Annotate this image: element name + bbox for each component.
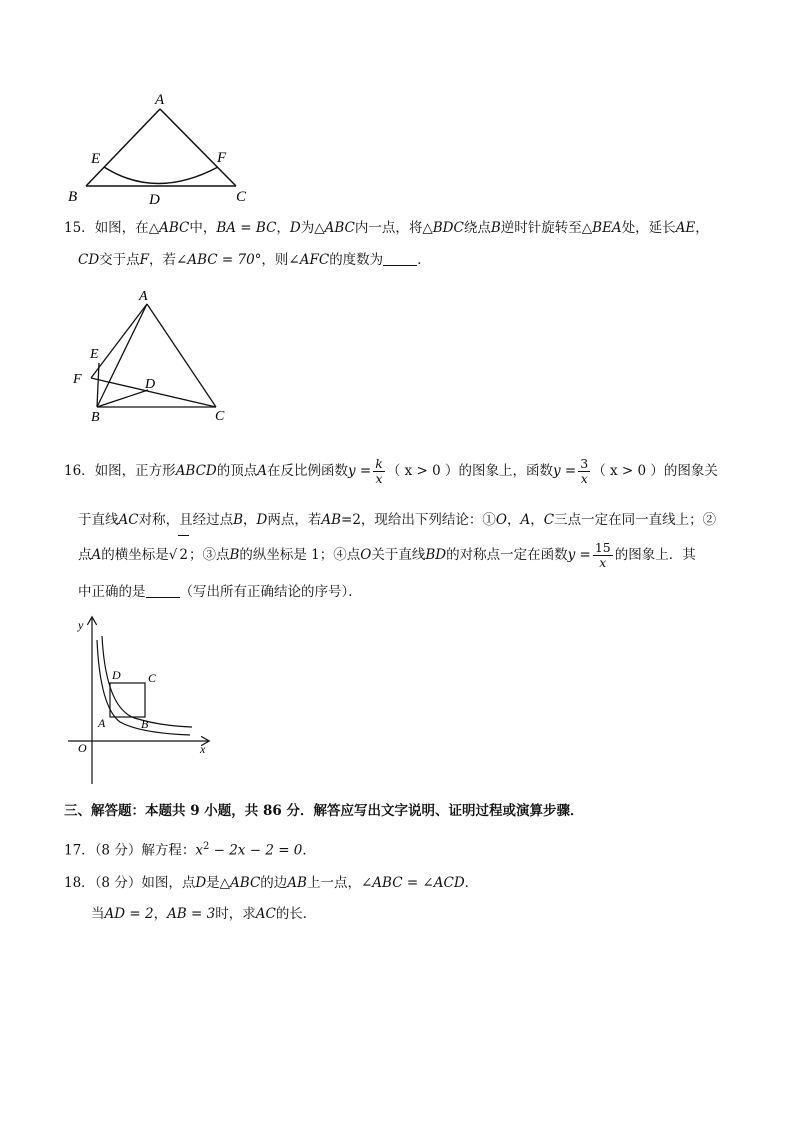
label-C: C [148, 671, 157, 685]
q17-line: 17．（8 分）解方程：$x^2 - 2x - 2 = 0$． [64, 841, 316, 859]
q18-line2: 当AD = 2，AB = 3时，求AC的长． [91, 906, 317, 922]
answer-blank-q15[interactable] [383, 251, 417, 266]
label-D: D [149, 192, 160, 208]
label-C: C [215, 409, 225, 424]
label-y: y [78, 618, 84, 632]
label-F: F [73, 372, 82, 387]
q16-line2: 于直线AC对称，且经过点B，D两点，若AB=2，现给出下列结论：①O，A，C三点一定在同一直线上；② [78, 512, 717, 528]
fraction-15-over-x: $\frac{15}{x}$ [594, 540, 611, 570]
fraction-3-over-x: $\frac{3}{x}$ [580, 456, 589, 486]
q16-line3: 点A的横坐标是√ 2；③点B的纵坐标是 1；④点O关于直线BD的对称点一定在函数y = $\frac{15}{x}$ 的图象上．其 [78, 535, 696, 574]
label-A: A [155, 92, 165, 108]
label-E: E [90, 347, 99, 362]
figure-triangle-arc [60, 88, 270, 213]
q18-line1: 18．（8 分）如图，点D是△ABC的边AB上一点，∠ABC = ∠ACD． [64, 875, 479, 891]
label-C: C [236, 189, 247, 205]
figure-coordinate-graph [62, 612, 222, 787]
label-B: B [91, 410, 100, 425]
q16-line4: 中正确的是 （写出所有正确结论的序号）． [78, 584, 362, 600]
label-D: D [145, 377, 156, 392]
q16-line1: 16．如图，正方形ABCD的顶点A在反比例函数y = $\frac{k}{x}$ （ x > 0 ）的图象上，函数y = $\frac{3}{x}$ （ x > 0 ）的图象关 [64, 456, 718, 486]
sqrt-2: √ 2 [169, 547, 189, 563]
segment-AB [97, 304, 147, 407]
label-A: A [139, 289, 148, 304]
segment-AC [147, 304, 216, 407]
arc-EDF [104, 167, 218, 184]
label-B: B [141, 717, 149, 731]
q15-line1: 15．如图，在△ABC中，BA = BC，D为△ABC内一点，将△BDC绕点B逆时针旋转至△BEA处，延长AE， [64, 220, 709, 236]
fraction-k-over-x: $\frac{k}{x}$ [375, 456, 383, 486]
label-A: A [98, 716, 106, 730]
label-D: D [112, 668, 121, 682]
label-B: B [68, 189, 78, 205]
answer-blank-q16[interactable] [146, 583, 180, 598]
label-O: O [78, 741, 87, 755]
label-E: E [91, 151, 101, 167]
q15-line2: CD交于点F，若∠ABC = 70°，则∠AFC的度数为 ． [78, 252, 431, 268]
figure-rotation [68, 285, 238, 427]
label-F: F [217, 150, 227, 166]
segment-AB [86, 109, 160, 186]
segment-AC [160, 109, 236, 186]
label-x: x [200, 742, 206, 756]
section-3-heading: 三、解答题：本题共 9 小题，共 86 分．解答应写出文字说明、证明过程或演算步骤． [64, 803, 584, 819]
